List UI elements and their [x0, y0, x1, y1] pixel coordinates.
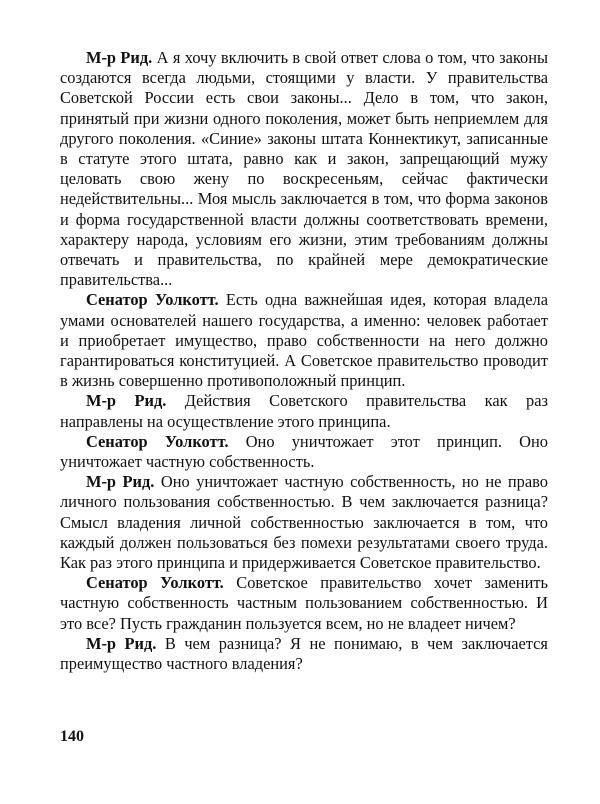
speaker-name: М-р Рид. [86, 391, 167, 411]
speaker-name: М-р Рид. [86, 472, 155, 492]
paragraph-text: Оно уничтожает этот принцип. Оно уничтожает частную собственность. [60, 431, 548, 472]
speaker-name: М-р Рид. [86, 48, 153, 67]
paragraph-text: Есть одна важнейшая идея, которая владела умами основателей нашего государства, а именно: человек работает и приобретает имущество, право собственности на него должно гарантироваться конституцией. А Советское правительство проводит в жизнь совершенно противоположный принцип. [60, 290, 548, 391]
paragraph [60, 573, 548, 634]
paragraph [60, 391, 548, 431]
speaker-name: Сенатор Уолкотт. [86, 290, 219, 310]
paragraph [60, 432, 548, 472]
paragraph [60, 472, 548, 573]
book-page [60, 48, 548, 788]
paragraph-text: Оно уничтожает частную собственность, но не право личного пользования собственностью. В чем заключается разница? Смысл владения личной собственностью заключается в том, что каждый должен пользоваться без помехи результатами своего труда. Как раз этого принципа и придерживается Советское правительство. [60, 472, 548, 573]
page-text [60, 48, 548, 674]
paragraph [60, 290, 548, 391]
paragraph-text: Советское правительство хочет заменить частную собственность частным пользованием собственностью. И это все? Пусть гражданин пользуется всем, но не владеет ничем? [60, 573, 548, 633]
paragraph-text: В чем разница? Я не понимаю, в чем заключается преимущество частного владения? [60, 633, 548, 674]
paragraph [60, 634, 548, 674]
paragraph-text: А я хочу включить в свой ответ слова о том, что законы создаются всегда людьми, стоящими у власти. У правительства Советской России есть свои законы... Дело в том, что закон, принятый при жизни одного поколения, может быть неприемлем для другого поколения. «Синие» законы штата Коннектикут, записанные в статуте этого штата, равно как и закон, запрещающий мужу целовать свою жену по воскресеньям, сейчас фактически недействительны... Моя мысль заключается в том, что форма законов и форма государственной власти должны соответствовать времени, характеру народа, условиям его жизни, этим требованиям должны отвечать и правительства, по крайней мере демократические правительства... [60, 48, 548, 290]
page-number: 140 [60, 728, 84, 745]
speaker-name: М-р Рид. [86, 633, 157, 653]
paragraph [60, 48, 548, 290]
speaker-name: Сенатор Уолкотт. [86, 431, 229, 451]
speaker-name: Сенатор Уолкотт. [86, 573, 224, 593]
paragraph-text: Действия Советского правительства как раз направлены на осуществление этого принципа. [60, 391, 548, 431]
